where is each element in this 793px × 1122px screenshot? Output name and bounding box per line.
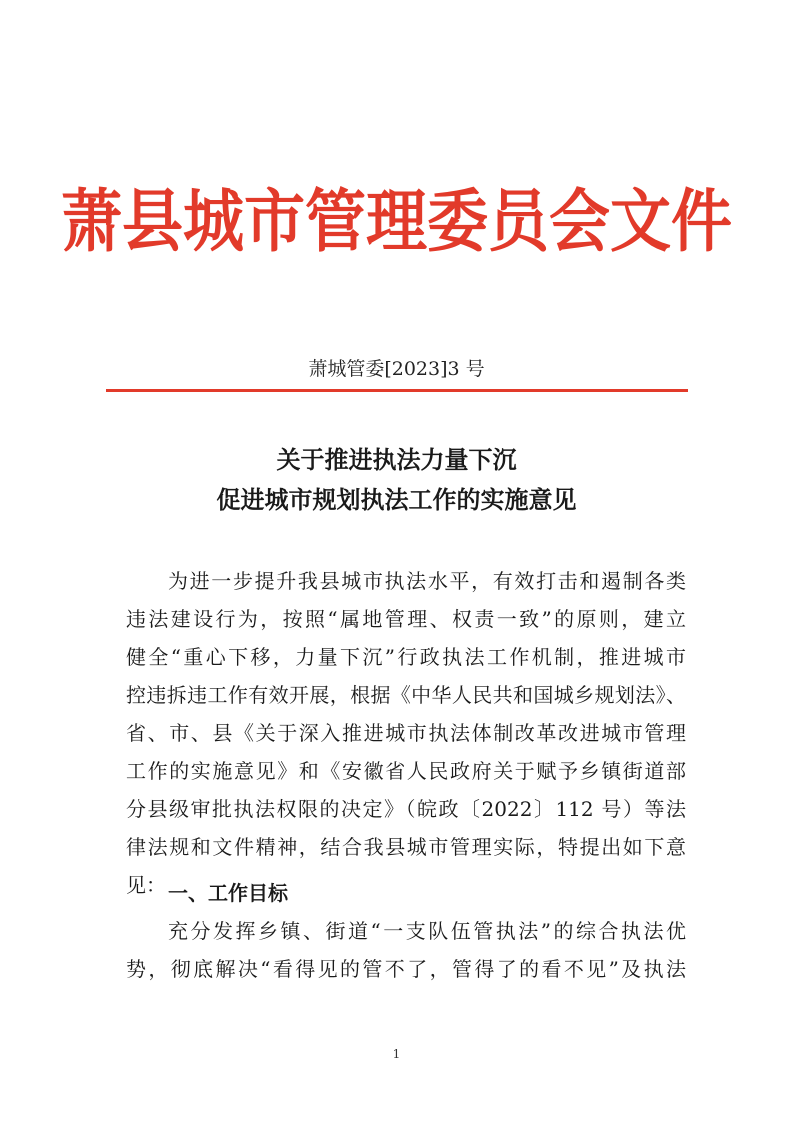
- body-text-line: 分县级审批执法权限的决定》（皖政〔2022〕112 号）等法: [126, 797, 686, 821]
- body-text-line: 违法建设行为，按照“属地管理、权责一致”的原则，建立: [126, 607, 686, 631]
- body-text-line: 为进一步提升我县城市执法水平，有效打击和遏制各类: [168, 569, 686, 593]
- body-text-line: 工作的实施意见》和《安徽省人民政府关于赋予乡镇街道部: [126, 759, 686, 783]
- page-number: 1: [392, 1047, 401, 1061]
- body-text-line: 充分发挥乡镇、街道“一支队伍管执法”的综合执法优: [168, 919, 686, 943]
- issuing-authority-header: 萧县城市管理委员会文件: [60, 182, 732, 262]
- body-text-line: 控违拆违工作有效开展，根据《中华人民共和国城乡规划法》、: [126, 683, 686, 707]
- document-title-line-1: 关于推进执法力量下沉: [276, 446, 517, 474]
- body-text-line: 律法规和文件精神，结合我县城市管理实际，特提出如下意: [126, 835, 686, 859]
- body-text-line: 势，彻底解决“看得见的管不了，管得了的看不见”及执法: [126, 957, 686, 981]
- document-title-line-2: 促进城市规划执法工作的实施意见: [216, 486, 577, 514]
- body-text-line: 省、市、县《关于深入推进城市执法体制改革改进城市管理: [126, 721, 686, 745]
- section-heading: 一、工作目标: [168, 881, 288, 905]
- body-text-line: 健全“重心下移，力量下沉”行政执法工作机制，推进城市: [126, 645, 686, 669]
- body-text-line: 见：: [126, 873, 166, 897]
- red-divider-line: [106, 389, 688, 392]
- document-number: 萧城管委[2023]3 号: [308, 358, 485, 380]
